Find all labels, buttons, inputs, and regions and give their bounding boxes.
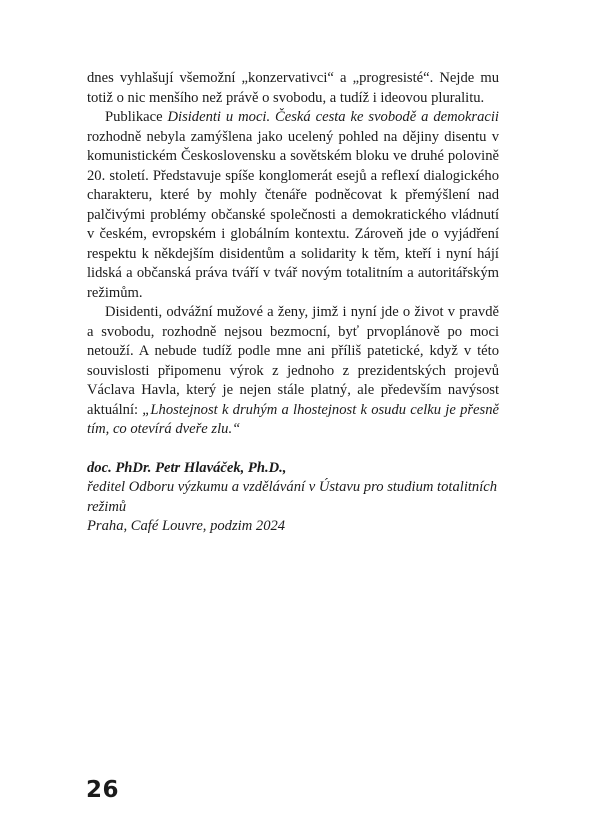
paragraph-3 — [87, 303, 499, 440]
page-number: 26 — [86, 777, 120, 803]
havel-quote: „Lhostejnost k druhým a lhostejnost k osudu celku je přesně tím, co otevírá dveře zlu.“ — [87, 401, 499, 437]
paragraph-2 — [87, 108, 499, 303]
paragraph-2-text-rest: rozhodně nebyla zamýšlena jako ucelený pohled na dějiny disentu v komunistickém Československu a sovětském bloku ve druhé polovině 20. století. Představuje spíše konglomerát esejů a reflexí dialogického charakteru, které by mohly čtenáře podněcovat k přemýšlení nad palčivými problémy občanské společnosti a demokratického vládnutí v českém, evropském i globálním kontextu. Zároveň jde o vyjádření respektu k někdejším disidentům a solidarity k těm, kteří i nyní hájí lidská a občanská práva tváří v tvář novým totalitním a autoritářským režimům. — [87, 128, 499, 301]
paragraph-1-text: dnes vyhlašují všemožní „konzervativci“ a „progresisté“. Nejde mu totiž o nic menšího než právě o svobodu, a tudíž i ideovou pluralitu. — [87, 70, 499, 106]
author-name: doc. PhDr. Petr Hlaváček, Ph.D., — [87, 459, 287, 476]
book-title: Disidenti u moci. Česká cesta ke svobodě a demokracii — [167, 109, 499, 125]
author-signature — [87, 459, 499, 537]
place-and-date: Praha, Café Louvre, podzim 2024 — [87, 518, 286, 534]
paragraph-2-text-start: Publikace — [105, 109, 168, 125]
paragraph-1 — [87, 69, 499, 108]
body-text — [87, 69, 499, 537]
author-role: ředitel Odboru výzkumu a vzdělávání v Ústavu pro studium totalitních režimů — [87, 479, 498, 515]
paragraph-3-text: Disidenti, odvážní mužové a ženy, jimž i nyní jde o život v pravdě a svobodu, rozhodně nejsou bezmocní, byť prvoplánově po moci netouží. A nebude tudíž podle mne ani příliš patetické, když v této souvislosti připomenu výrok z jednoho z prezidentských projevů Václava Havla, který je nejen stále platný, ale především navýsost aktuální: — [87, 304, 499, 418]
